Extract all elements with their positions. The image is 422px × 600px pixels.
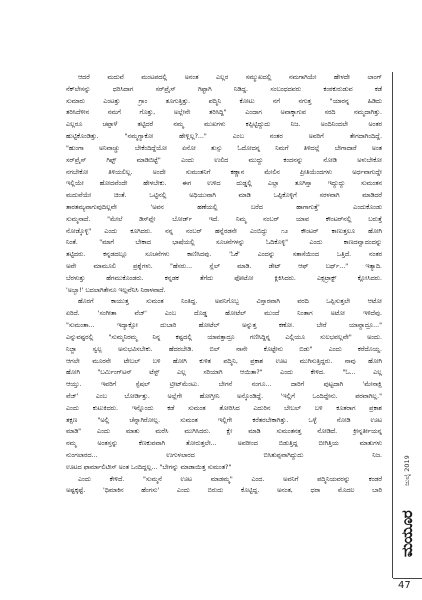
- text-line: 'ಅಬ್ಬಾ!' ಬದಲಾಗಿತೇನೂ ಇಲ್ಲವೆನಿಸಿ ನಿರಾಳವಾದೆ.: [66, 286, 166, 294]
- text-line: ಆಗಲೇ ಮೂರನೇ ಟೇಬಲ್ ಬಳಿ ಹೋಗಿ ಕುಳಿತ ಪದ್ಮಿನಿ, ಪ್ರಕಾಶ ಊಟ ಮುಗಿಸುತ್ತಿದ್ದರು. ನಾವು ಹೋಗಿ: [66, 357, 382, 365]
- text-line: ಸರ್‌ಪ್ರೈಸ್ ಗಿಫ್ಟ್ ಮಾಡಿಬಿಟ್ಟೆ" ಎಂದು ಉಲಿದ ಮುದ್ದು ಕಂದನನ್ನು ನೋಡಿ ಅಳುಬೇಕೋ: [66, 156, 382, 164]
- text-line: ಎಂದು ಕುಟುಕಿದರು. ಇನ್ನೊಂದು ಕಡೆ ಸುಮಂತ ತೋರಿಸಿದ ಎದುರಿನ ಬೇಬಲ್ ಬಳಿ ಕೂತರಾಗ ಪ್ರಕಾಶ: [66, 404, 382, 412]
- text-line: ಇಲ್ಲಿಯೇ ಹೋದವೆಂದೇ ಹೇಳಬೇಕು. ಈಗ ಉಳಿದ ದುಡ್ಡಲ್ಲಿ ಎಲ್ಲಾ ತೂಗಿಸ್ತಾ ಇದ್ದುದ್ದು ಸುಮಂತನ: [66, 180, 382, 188]
- text-line: ನಿಂತೆ. "ಮಾಗೆ ಬೇಕಾದ ಭಾಷೆಯಲ್ಲಿ ಸೂಚನೆಗಳನ್ನು ಓದಿಕೊಳ್ಳಿ" ಎಂದು ಕಾಣದವ್ವಾದಂದನ್ನು: [66, 239, 382, 247]
- text-line: ಏರಿದೆ. 'ಸಂಗೀತಾ ವೆಜ್' ಎಂಬ ದೊಡ್ಡ ಹೋಟೆಲ್ ಮುಂದೆ ನಿಂತಾಗ ಅಟೋ ಇಳಿದೆವು.: [66, 310, 382, 318]
- text-line: ಹುಟ್ಟಿಕೊಂಡಿತ್ತು. "ನಮ್ಮಗ್ಯಾಕೋ ಹೇಳ್ಲಿಲ್ಲ?..." ಎಂಬ ನಂತರ ಅವರಿಗೆ ತೇಗದಾಗಿಂದಿದ್ದೆ.: [66, 133, 382, 141]
- text-line: ವೆಜ್' ಎಂಬ ಬೋರ್ಡಿತ್ತು. ಅಲ್ಲೆಗೇ ಹೋಗ್ತೀನಿ ಅನ್ಕೊಂಡಿದ್ದೆ. 'ಇಲ್ಲಿಗೆ ಒಂದಿದ್ದೇನು. ಪರವಾಗಿಲ್ಲ.": [66, 392, 382, 400]
- issue-date: [397, 440, 417, 500]
- story-text-column: [66, 72, 382, 572]
- text-line: ಸುಮಾರು ಎಂಟತ್ತು ಗ್ರಾಂ ತೂಗುತ್ತಿತ್ತು. ಪದ್ಮಿನಿ ಕೋಟು ನಗೆ ನಗುತ್ತ "ಯಾರನ್ನ ಹಿಡಿದು: [66, 97, 382, 105]
- text-line: ಅವೇ ಮಾಮೂಲಿ ಪ್ರಶ್ನೆಗಳು. "ಹೆಸರು... ಸ್ಲೆಲ್ ಮಾಡಿ. ಡೇಟ್ ಆಫ್ ಬರ್ಥ್..." ಇತ್ಯಾದಿ.: [66, 263, 382, 270]
- magazine-logo: [397, 505, 417, 563]
- text-line: ನೆಕ್‌ಲೇಸನ್ನು ಧರಿಸಿದಾಗ ಸರ್‌ಪ್ರೈಸ್ ಗಿಫ್ಟಾಗಿ ನಿಡಿದ್ದ. ಸಂಬಂಧದವರು ಕಂಠಕುರುಡುವ ಕಡೆ: [66, 85, 382, 93]
- text-line: ಹೋಗಿ "ಬರ್ಮಿಂಗ್‌ಟನ್ ಟೆಸ್ಟ್ ಎಲ್ಲ ಸರಿಯಾಗಿ ಆಯಿತಾ?" ಎಂದು ಕೇಳಿದ. "ಓ... ಎಲ್ಲ: [66, 369, 382, 377]
- text-line: ನಮ್ಮ ಅಂತಸ್ತನ್ನು ಕೆಣಕುವವಾಗಿ ತೋರುತ್ತಲೇ... ಅವರೀಂದ ಬಿಡುತ್ತಿದ್ದ ಬೀಗಿತ್ತಿಯ ಮಾತುಗಳು: [66, 440, 382, 448]
- text-line: ತಕ್ಷಣ "ಅಲ್ಲಿ ಚೆನ್ನಾಗಿರೋಲ್ಲ. ಸುಮಂತ ಇಲ್ಲಿಗೇ ಕರೆತರಬೇಕಾಗಿತ್ತು. ಒಳ್ಳೆ ನೋಡಿ ಊಟ: [66, 416, 382, 424]
- text-line: ಹೊರಗೆ ಕಾಯುತ್ತ ಸುಮಂತ ನಿಂತಿದ್ದ. ಅವನಿಗೊಬ್ಬ ವಿಸ್ತಾರವಾಗಿ ವರದಿ ಒಪ್ಪಿಸುತ್ತಲೇ ಆಟೋ: [78, 298, 382, 306]
- text-line: ತಟ್ಟಿದರು. ಕನ್ನಡದಲ್ಲೂ ಸೂಚನೆಗಳು ಕಾಣಿಸಿದವು. 'ಓಕೆ' ಎಂದನ್ನು ಸತಾಸೆಯಿಂದ ಒತ್ತಿದೆ. ನಂತರ: [66, 251, 382, 259]
- text-line: ಆದರೆ ಮದುವೆ ಮಂಟಪದಲ್ಲಿ ಅನಂತ ಎಲ್ಲರ ಸಮ್ಮುಖದಲ್ಲಿ ನಮಗಾಗಿಯೇ ಹೇಳದೇ ಲಾಂಗ್: [78, 74, 382, 81]
- page-number-rule: [393, 578, 422, 579]
- text-line: [66, 497, 382, 509]
- text-line: ನಿಜ್ಜಾ ಸ್ವಲ್ಪ ಅನುಭವಿಸಬೇಕು. ಹೆದರಬೇಡಿ. ಬಿಲ್ ನಾನೇ ಕೊಟ್ಟೇನು ಬಿಡು" ಎಂದು ಕರೆದೊಯ್ದ.: [66, 345, 382, 353]
- text-line: ಎಂದು ಕೇಳಿದೆ. "ಸುಮ್ಮನೆ ಊಟ ಮಾಡಮ್ಮ" ಎಂದ. ಅವನಿಗೆ ಪದ್ಮಿನಿಯವರನ್ನು ಕಂಡರೆ: [78, 475, 382, 483]
- text-line: "ಸುಮಂತಾ... ಇದ್ಯಾಕ್ಸೋ ದುಬಾರಿ ಹೋಟೆಲ್ ಅನ್ನುತ್ತ ಕಣೋ. ಬೇರೆ ಯಾವ್ದಾದ್ರೂ...": [66, 322, 382, 330]
- text-line: ಎನ್ನುವಷ್ಟರಲ್ಲಿ "ಸುಮ್ಮನಿರಮ್ಮ ನಿನ್ನ ಕಷ್ಟದಲ್ಲಿ ಯಾವತ್ತಾದ್ರೂ ಗಣಿಸಿದ್ದಿನ್ನ ಎಲ್ಲಿಯೂ ಸುಲಭವಲ್ಲವೇ" ಅಂದು.: [66, 333, 382, 341]
- text-line: ಊಟದ ಫಾರ್ಮಾಲಿಟೀಸ್ ಅಂತ ಒಂದಿದ್ದಲ್ಲ... "ಬೇಗನ್ನು ಮಾಡಾಯಿತ್ತ ಸುಮಂತ?": [66, 463, 232, 471]
- text-line: ಎಲ್ಲರೂ ಚಪ್ಪಾಳೆ ತಟ್ಟಿದರೆ ನಮ್ಮ ಮುಖಗಳು ಕಪ್ಪಿಟ್ಟಿದ್ದುದು ನಿಜ. ಅಂದಿನಿಂದಲೇ ಅಂತರ: [66, 121, 382, 129]
- text-line: ಬೆರಳುತ್ತು ಹೆಗಮುಕೊಂಡರು. ಕನ್ನಡಕ ತೆಗೆದು ಫೋಟೋ ಕ್ಲಿಕಿಸಿದರು. ಎಕ್ಸಟ್ರಾಕ್ಟ್ ಕ್ಲೋಸಿದರು.: [66, 274, 382, 282]
- text-line: ಮದುವೆಯೇ ಚಿಂತೆ. ಒಟ್ಟಿನಲ್ಲಿ ಅಧಿಯುವಾಗಿ ಮಾಡಿ ಒಪ್ಪಿಕೊಳ್ಳಿಗೆ ಸರಳವಾಗಿ ಮಾಡಿದರೆ: [66, 192, 382, 200]
- text-line: ತಾರತಮ್ಯವಾಗುವುದಿಲ್ಲವೇ 'ಅವನ ಹಣೆಯಲ್ಲಿ ಬರೆದ ಹಾಗಾಗುತ್ತೆ' ಎಂದುಕೊಂಡು: [66, 203, 382, 211]
- text-line: ಸುಮ್ಮನಾದೆ. "ಮೇಲೆ ಡಿಸ್‌ಪ್ಲೇ ಬೋರ್ಡ್ ಇದೆ. ನಿಮ್ಮ ನಂಬರ್ ಯಾವ ಕೌಂಟರ್‌ನಲ್ಲಿ ಬರುತ್ತೆ: [66, 215, 382, 223]
- page-number: 47: [398, 580, 411, 591]
- text-line: ನುಂಗಲಾರದ... ಉಗುಳಲಾರದ ಬಿಸಿತುಪ್ಪವಾಗಿದ್ದುದು ನಿಜ.: [66, 452, 382, 459]
- issue-date-text: ಜುಲೈ 2019: [402, 454, 411, 486]
- text-line: "ಹುಂಗಾ ಅನಿವಾಚ್ಚು ಬೇಕೆಂದಿದ್ದೆಯೋ ಏನೋ ತುಸ್ಸು ಓದೋದನ್ನ ನಿಮಗೆ ತಿಳಿದಲ್ಲೆ ಬೇಗಾದಾರೆ ಅಂತ: [66, 144, 382, 152]
- text-line: ಅಷ್ಟಕ್ಕಷ್ಟೆ. 'ಧಿಮಾಕಿನ ಹೆಂಗಸು' ಎಂದು ಬಿರುದು ಕೊಟ್ಟಿದ್ದ. ಅನಂತ, ಧರಾ ಮೊದಲ ಬಾರಿ: [66, 487, 382, 495]
- text-line: ಆಯ್ತು. ಇವರಿಗೆ ಸ್ಪೆಷಲ್ ಟ್ರೀಟ್‌ಮೆಂಟು. ಬೇಗನೆ ನಂಗೂ... ದಾರಿಗೆ ಪುಟ್ಟದಾಗಿ 'ಮೇನಾಕ್ಷಿ: [66, 381, 382, 389]
- text-line: ಮಾಡಿ" ಎಂದು ಮಾತು ಮರೆಸಿ ಮುಗಿಸಿದರು. ಕ್ಷೇ ಮಾಡಿ ಸುಮಂತನತ್ತ ನೋಡಿದೆ. ಕ್ರೀನ್ನರ್ತೀಯನ್ನ: [66, 428, 382, 436]
- magazine-logo-text: ಮಯೂರ: [398, 510, 416, 558]
- sidebar-divider: [392, 72, 393, 578]
- text-line: ನೋಡ್ಕೊಳ್ಳಿ" ಎಂದು ಕೂಗಿದರು. ನನ್ನ ನಂಬರ್ ಹನ್ನೆರಡನೇ ಎಂಬಿದ್ದು ೧೨ ಕೌಂಟರ್ ಕಾಣುತ್ತಲೂ ಹೋಗಿ: [66, 227, 382, 235]
- text-line: ತರಿಸಿದೆಳೀನ ನಮಗೆ ಗೊತ್ತು, ಅಲ್ಲೇನೇ ತರಿಸಿದ್ದಿ" ಎಂದಾಗ ಅವಾಕ್ಕಾಗುವ ಸರದಿ ನಮ್ಮದಾಗಿತ್ತು.: [66, 109, 382, 117]
- text-line: ನಗಬೇಕೋ ತಿಳಿಯಲಿಲ್ಲ. ಅಂದೇ ಸುಮಂತನಿಗೆ ಕಣ್ಣಾನ ಮೇಲಿನ ಪ್ರೀತಿಯೆಂದಗಳು ಅರ್ಧವಾಗುದ್ದೇ: [66, 168, 382, 176]
